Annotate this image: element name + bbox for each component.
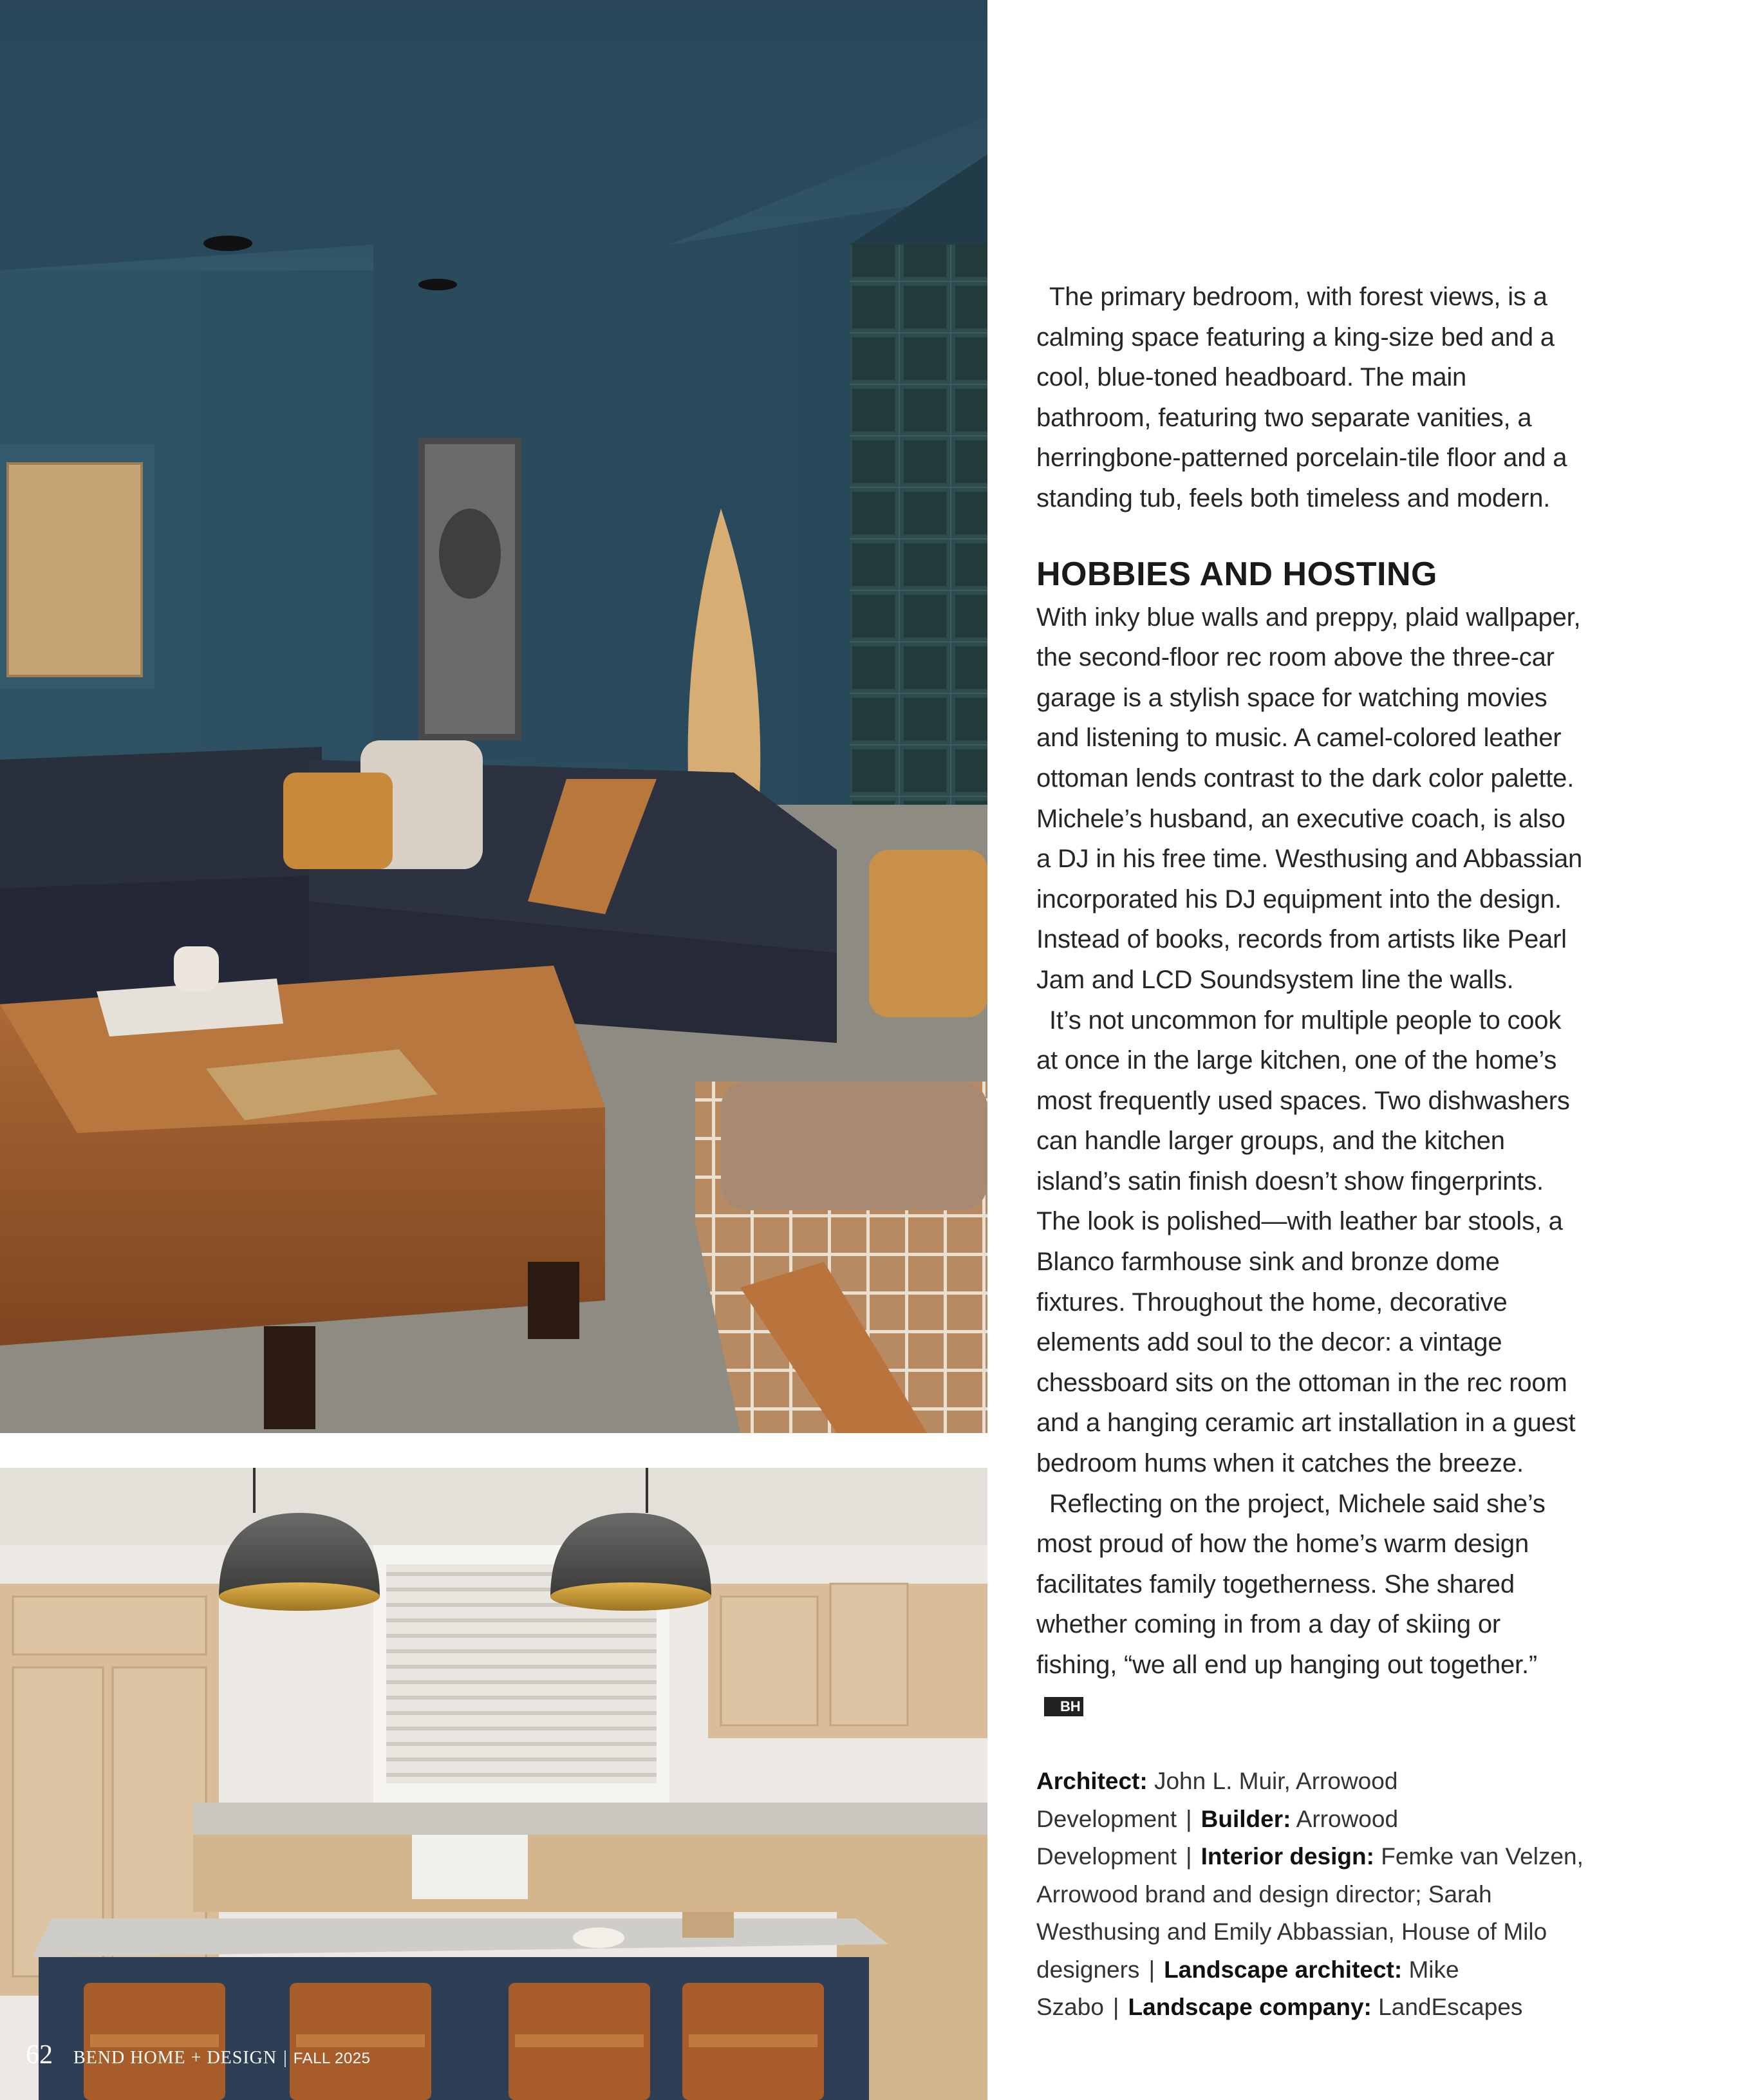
- rec-room-photo: [0, 0, 987, 1433]
- credit-architect-label: Architect:: [1036, 1768, 1148, 1795]
- kitchen-photo: [0, 1468, 987, 2100]
- page-number: 62: [26, 2040, 53, 2070]
- credit-builder: Arrowood Development: [1036, 1805, 1399, 1870]
- credit-architect: John L. Muir, Arrowood Development: [1036, 1768, 1398, 1832]
- credit-separator: |: [1186, 1805, 1192, 1832]
- paragraph-rec-room: With inky blue walls and preppy, plaid wallpaper, the second-floor rec room above the three-car garage is a stylish space for watching movies and listening to music. A camel-colored leather ottoman lends contrast to the dark color palette. Michele’s husband, an executive coach, is also a DJ in his free time. Westhusing and Abbassian incorporated his DJ equipment into the design. Instead of books, records from artists like Pearl Jam and LCD Soundsystem line the walls.: [1036, 603, 1583, 994]
- paragraph-bedroom: The primary bedroom, with forest views, is a calming space featuring a king-size bed and a cool, blue-toned headboard. The main bathroom, featuring two separate vanities, a herringbone-patterned porcelain-tile floor and a standing tub, feels both timeless and modern.: [1036, 283, 1567, 512]
- article-column: [1036, 277, 1584, 2027]
- credit-landscape-company-label: Landscape company:: [1128, 1994, 1372, 2021]
- credit-landscape-architect: Mike Szabo: [1036, 1956, 1459, 2021]
- paragraph-reflection: [1036, 1484, 1584, 1726]
- credit-landscape-architect-label: Landscape architect:: [1164, 1956, 1403, 1983]
- paragraph-reflection-text: Reflecting on the project, Michele said she’s most proud of how the home’s warm design facilitates family togetherness. She shared whether coming in from a day of skiing or fishing, “we all end up hanging out together.”: [1036, 1489, 1546, 1679]
- credit-landscape-company: LandEscapes: [1378, 1994, 1523, 2021]
- section-heading: HOBBIES AND HOSTING: [1036, 555, 1437, 593]
- credit-separator: |: [1112, 1994, 1119, 2021]
- credit-interior: Femke van Velzen, Arrowood brand and design director; Sarah Westhusing and Emily Abbassian, House of Milo designers: [1036, 1843, 1584, 1983]
- footer-separator: |: [283, 2048, 287, 2068]
- end-mark-logo: BH: [1044, 1697, 1083, 1716]
- credit-builder-label: Builder:: [1201, 1805, 1291, 1832]
- issue-name: FALL 2025: [293, 2050, 371, 2067]
- credit-separator: |: [1148, 1956, 1155, 1983]
- paragraph-kitchen: It’s not uncommon for multiple people to cook at once in the large kitchen, one of the home’s most frequently used spaces. Two dishwashers can handle larger groups, and the kitchen island’s satin finish doesn’t show fingerprints. The look is polished—with leather bar stools, a Blanco farmhouse sink and bronze dome fixtures. Throughout the home, decorative elements add soul to the decor: a vintage chessboard sits on the ottoman in the rec room and a hanging ceramic art installation in a guest bedroom hums when it catches the breeze.: [1036, 1006, 1576, 1478]
- credits-block: [1036, 1763, 1584, 2027]
- page-footer: [26, 2039, 370, 2078]
- credit-separator: |: [1186, 1843, 1192, 1870]
- rec-room-illustration: [0, 0, 987, 1433]
- credit-interior-label: Interior design:: [1201, 1843, 1374, 1870]
- magazine-name: BEND HOME + DESIGN: [73, 2048, 277, 2068]
- kitchen-illustration: [0, 1468, 987, 2100]
